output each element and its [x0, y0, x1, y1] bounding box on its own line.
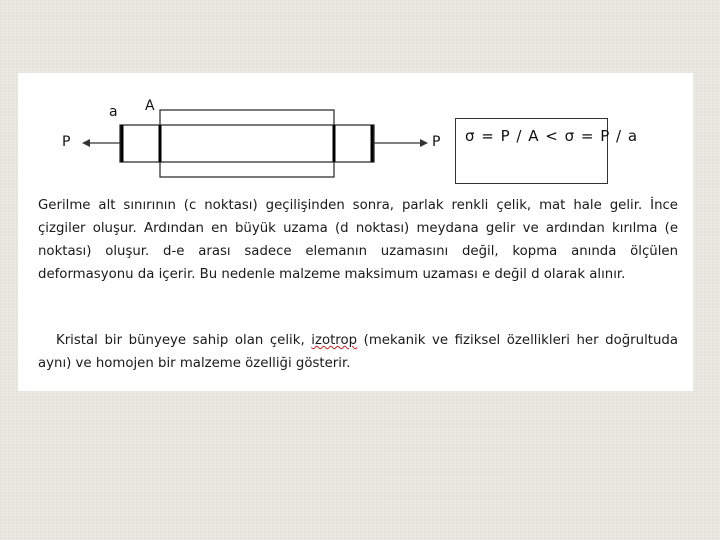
label-A: A [145, 98, 155, 114]
stress-formula: σ = P / A < σ = P / a [465, 127, 639, 145]
paragraph-2-start: Kristal bir bünyeye sahip olan çelik, [56, 333, 312, 348]
label-a: a [109, 104, 118, 120]
paragraph-2 [38, 329, 678, 375]
left-arrowhead [82, 139, 90, 147]
formula-box [455, 118, 639, 184]
misspelled-word: izotrop [311, 333, 358, 348]
specimen-middle [160, 110, 334, 177]
right-arrowhead [420, 139, 428, 147]
paragraph-2-end: (mekanik ve fiziksel özellikleri her doğrultuda aynı) ve homojen bir malzeme özelliği gösterir. [38, 333, 679, 371]
slide-content [18, 73, 693, 391]
paragraph-1: Gerilme alt sınırının (c noktası) geçilişinden sonra, parlak renkli çelik, mat hale gelir. İnce çizgiler oluşur. Ardından en büyük uzama (d noktası) meydana gelir ve ardından kırılma (e noktası) oluşur. d-e arası sadece elemanın uzamasını değil, kopma anında ölçülen deformasyonu da içerir. Bu nedenle malzeme maksimum uzaması e değil d olarak alınır. [38, 198, 678, 282]
specimen-shaft [120, 125, 374, 162]
label-P-left: P [62, 134, 71, 150]
label-P-right: P [432, 134, 441, 150]
